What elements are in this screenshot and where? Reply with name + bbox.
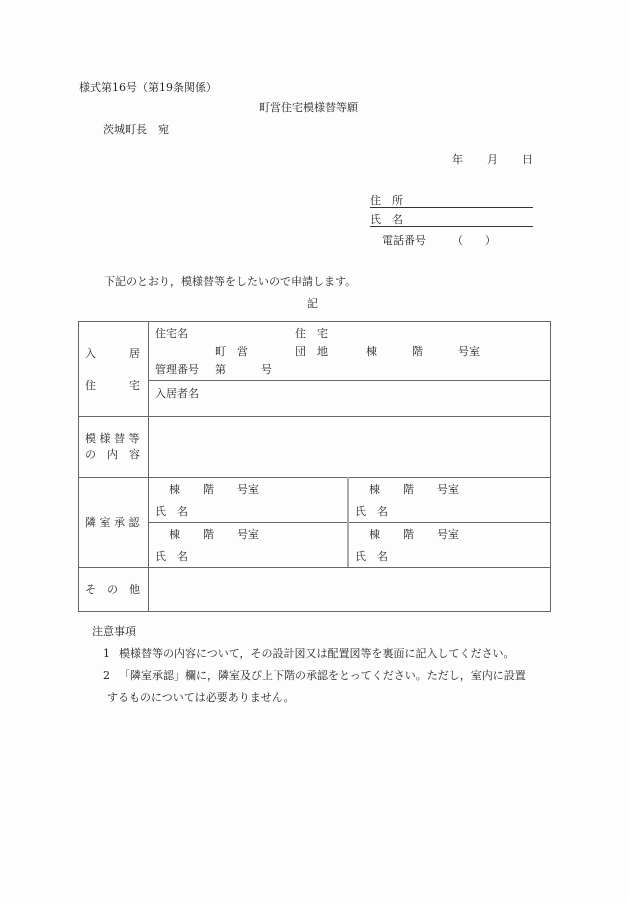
town-label: 町 営: [215, 345, 248, 358]
name-field[interactable]: [370, 214, 533, 227]
building-label: 棟: [369, 483, 380, 496]
name-label: 氏 名: [355, 550, 388, 563]
row-divider: [79, 567, 550, 568]
building-label: 棟: [169, 528, 180, 541]
form-number: 様式第16号（第19条関係）: [79, 81, 217, 94]
building-label: 棟: [169, 483, 180, 496]
note-2-number: 2: [103, 669, 110, 682]
row-label-nyukyo: 入 居: [85, 347, 140, 360]
date-month: 月: [487, 153, 498, 166]
note-1-text: 模様替等の内容について，その設計図又は配置図等を裏面に記入してください。: [119, 647, 515, 660]
ki-label: 記: [307, 297, 318, 310]
name-label: 氏 名: [155, 550, 188, 563]
row-divider: [148, 380, 550, 381]
mgmt-no-label: 管理番号: [155, 363, 199, 376]
row-label-modification-2: の 内 容: [85, 448, 140, 461]
document-title: 町営住宅模様替等願: [259, 101, 358, 114]
row-divider: [79, 477, 550, 478]
addressee: 茨城町長 宛: [103, 123, 169, 136]
other-field[interactable]: [151, 571, 547, 609]
intro-text: 下記のとおり，模様替等をしたいので申請します。: [104, 275, 357, 288]
building-label: 棟: [366, 345, 377, 358]
jutaku-label: 住 宅: [295, 327, 328, 340]
date-year: 年: [452, 153, 463, 166]
floor-label: 階: [203, 483, 214, 496]
floor-label: 階: [403, 528, 414, 541]
row-label-modification-1: 模 様 替 等: [85, 432, 140, 445]
address-field[interactable]: [370, 195, 533, 208]
room-label: 号室: [458, 345, 480, 358]
dai-label: 第: [215, 363, 226, 376]
date-day: 日: [522, 153, 533, 166]
phone-label: 電話番号: [382, 234, 426, 247]
row-label-neighbor-approval: 隣 室 承 認: [85, 516, 140, 529]
floor-label: 階: [203, 528, 214, 541]
note-2-text: 「隣室承認」欄に，隣室及び上下階の承認をとってください。ただし，室内に設置: [119, 669, 526, 682]
resident-name-label: 入居者名: [155, 387, 199, 400]
danchi-label: 団 地: [295, 345, 328, 358]
row-label-jutaku: 住 宅: [85, 379, 140, 392]
building-label: 棟: [369, 528, 380, 541]
name-label: 氏 名: [370, 213, 403, 226]
note-2-continuation: するものについては必要ありません。: [107, 691, 295, 704]
phone-field[interactable]: （ ）: [452, 234, 496, 247]
resident-name-field[interactable]: [209, 384, 539, 410]
room-label: 号室: [237, 483, 259, 496]
modification-content-field[interactable]: [151, 420, 547, 474]
row-label-other: そ の 他: [85, 583, 140, 596]
address-label: 住 所: [370, 194, 403, 207]
name-label: 氏 名: [355, 505, 388, 518]
name-label: 氏 名: [155, 505, 188, 518]
row-divider: [148, 522, 550, 523]
room-label: 号室: [437, 483, 459, 496]
neighbor-column-divider: [347, 477, 349, 567]
go-label: 号: [261, 363, 272, 376]
floor-label: 階: [403, 483, 414, 496]
application-table: [78, 321, 551, 612]
floor-label: 階: [412, 345, 423, 358]
notes-heading: 注意事項: [92, 625, 136, 638]
row-divider: [79, 416, 550, 417]
room-label: 号室: [437, 528, 459, 541]
room-label: 号室: [237, 528, 259, 541]
housing-name-label: 住宅名: [155, 327, 188, 340]
note-1-number: 1: [103, 647, 110, 660]
